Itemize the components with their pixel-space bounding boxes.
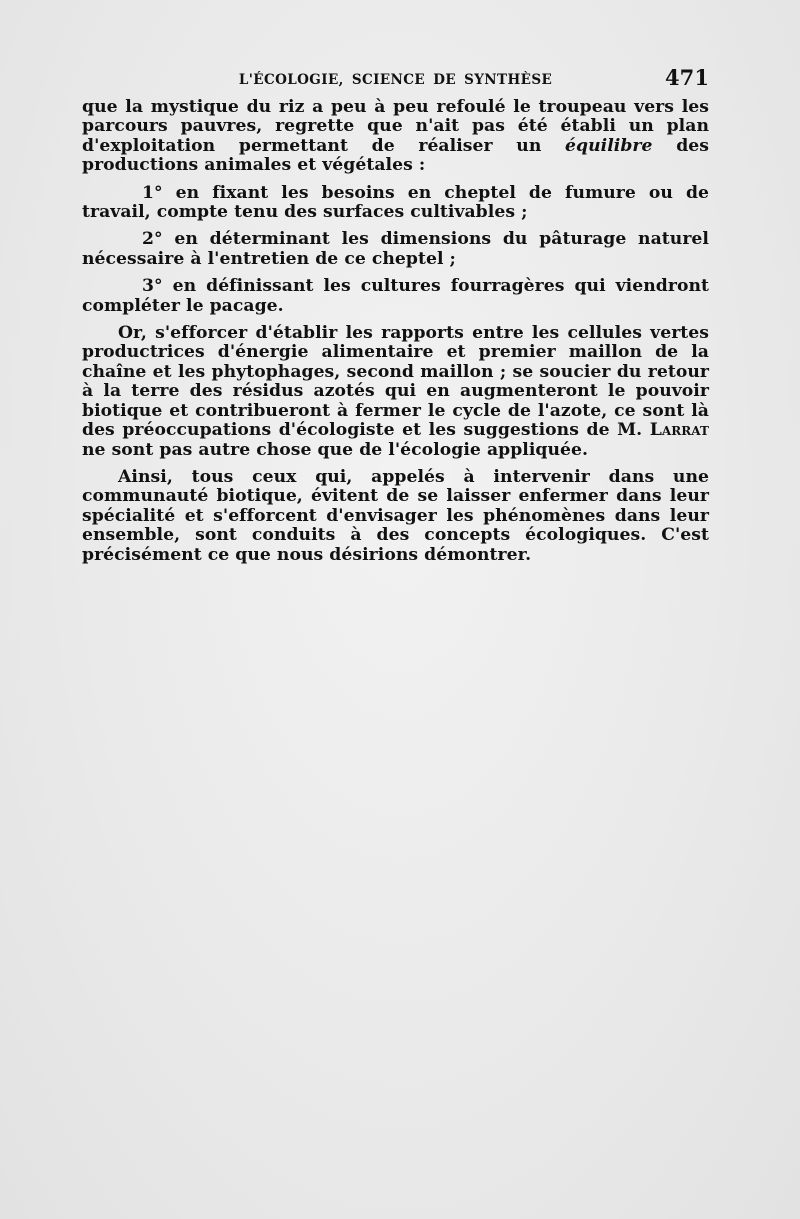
author-name-larrat: Larrat [649,420,709,441]
paragraph-ecology-tail: ne sont pas autre chose que de l'écologie appliquée. [82,439,589,460]
paragraph-ecology [82,324,709,460]
running-head [82,66,709,92]
paragraph-intro-tail: des productions animales et végétales : [82,135,709,176]
page-number: 471 [665,65,709,90]
list-item-1: 1° en fixant les besoins en cheptel de fumure ou de travail, compte tenu des surfaces cultivables ; [82,182,709,223]
paragraph-intro [82,98,709,176]
paragraph-conclusion: Ainsi, tous ceux qui, appelés à intervenir dans une communauté biotique, évitent de se laisser enfermer dans leur spécialité et s'efforcent d'envisager les phénomènes dans leur ensemble, sont conduits à des concepts écologiques. C'est précisément ce que nous désirions démontrer. [82,466,709,565]
list-item-2: 2° en déterminant les dimensions du pâturage naturel nécessaire à l'entretien de ce cheptel ; [82,229,709,269]
paragraph-ecology-text: Or, s'efforcer d'établir les rapports entre les cellules vertes productrices d'énergie alimentaire et premier maillon de la chaîne et les phytophages, second maillon ; se soucier du retour à la terre des résidus azotés qui en augmenteront le pouvoir biotique et contribueront à fermer le cycle de l'azote, ce sont là des préoccupations d'écologiste et les suggestions de M. [82,323,709,441]
list-item-3: 3° en définissant les cultures fourragères qui viendront compléter le pacage. [82,276,709,316]
running-title: L'ÉCOLOGIE, SCIENCE DE SYNTHÈSE [238,72,553,88]
emphasis-equilibre: équilibre [565,135,653,156]
book-page [82,66,709,573]
paragraph-intro-text: que la mystique du riz a peu à peu refoulé le troupeau vers les parcours pauvres, regrette que n'ait pas été établi un plan d'exploitation permettant de réaliser un [82,97,709,156]
